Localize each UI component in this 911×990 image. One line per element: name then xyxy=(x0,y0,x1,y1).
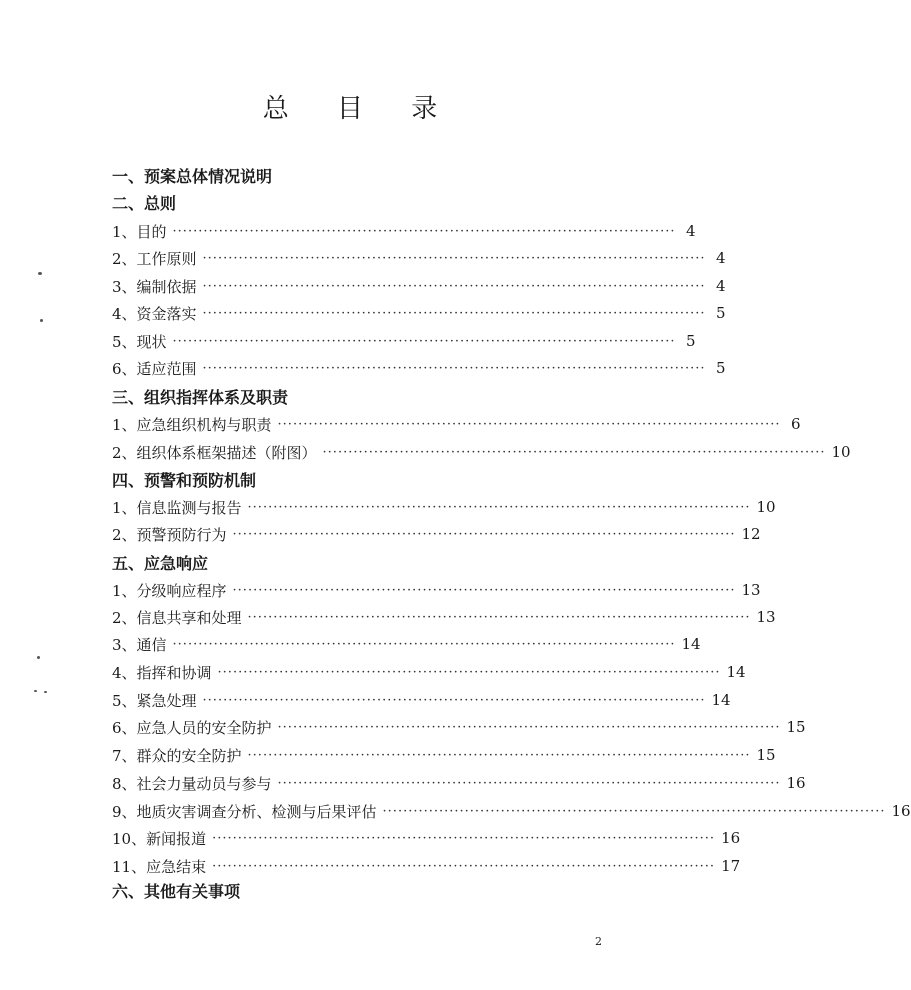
toc-leader-dots: ·································································································· xyxy=(232,526,736,542)
toc-entry-label: 11、应急结束 xyxy=(112,857,207,876)
toc-entry xyxy=(112,494,776,520)
toc-leader-dots: ·································································································· xyxy=(172,333,676,349)
scan-speck xyxy=(34,690,37,692)
toc-leader-dots: ·································································································· xyxy=(277,775,781,791)
toc-leader-dots: ·································································································· xyxy=(247,747,751,763)
toc-entry-label: 8、社会力量动员与参与 xyxy=(112,774,272,793)
toc-entry xyxy=(112,825,741,851)
toc-entry-label: 6、应急人员的安全防护 xyxy=(112,718,272,737)
toc-page-number: 15 xyxy=(756,746,776,764)
toc-entry xyxy=(112,687,731,713)
toc-page-number: 16 xyxy=(721,829,741,847)
toc-leader-dots: ·································································································· xyxy=(232,582,736,598)
toc-page-number: 13 xyxy=(741,581,761,599)
toc-entry-label: 2、信息共享和处理 xyxy=(112,608,242,627)
scan-speck xyxy=(40,319,43,322)
toc-entry xyxy=(112,521,761,547)
toc-leader-dots: ·································································································· xyxy=(277,719,781,735)
scan-speck xyxy=(37,656,40,659)
toc-leader-dots: ·································································································· xyxy=(172,636,676,652)
toc-entry-label: 五、应急响应 xyxy=(112,553,209,573)
toc-page-number: 5 xyxy=(715,304,726,322)
toc-section-heading xyxy=(112,549,596,575)
toc-entry-label: 7、群众的安全防护 xyxy=(112,746,242,765)
toc-leader-dots: ·································································································· xyxy=(172,223,676,239)
toc-entry xyxy=(112,853,741,879)
toc-entry xyxy=(112,300,726,326)
toc-entry xyxy=(112,411,801,437)
toc-entry xyxy=(112,604,776,630)
toc-entry-label: 3、通信 xyxy=(112,635,167,654)
toc-entry xyxy=(112,742,776,768)
toc-leader-dots: ·································································································· xyxy=(277,416,781,432)
toc-page-number: 13 xyxy=(756,608,776,626)
toc-leader-dots: ·································································································· xyxy=(382,803,886,819)
toc-entry-label: 4、资金落实 xyxy=(112,304,197,323)
toc-entry-label: 2、组织体系框架描述（附图） xyxy=(112,443,317,462)
toc-entry-label: 2、预警预防行为 xyxy=(112,525,227,544)
toc-page-number: 14 xyxy=(681,635,701,653)
toc-page-number: 17 xyxy=(721,857,741,875)
toc-page-number: 12 xyxy=(741,525,761,543)
toc-section-heading xyxy=(112,189,596,215)
toc-entry xyxy=(112,273,726,299)
toc-entry xyxy=(112,245,726,271)
toc-section-heading xyxy=(112,466,596,492)
toc-leader-dots: ·································································································· xyxy=(202,692,706,708)
toc-entry-label: 二、总则 xyxy=(112,193,177,213)
toc-leader-dots: ·································································································· xyxy=(212,858,716,874)
toc-leader-dots: ·································································································· xyxy=(247,499,751,515)
toc-leader-dots: ·································································································· xyxy=(202,360,706,376)
scan-speck xyxy=(44,691,47,693)
toc-entry xyxy=(112,218,696,244)
toc-entry-label: 10、新闻报道 xyxy=(112,829,207,848)
toc-page-number: 10 xyxy=(831,443,851,461)
toc-leader-dots: ·································································································· xyxy=(202,305,706,321)
page-title: 总 目 录 xyxy=(262,94,458,124)
toc-entry-label: 六、其他有关事项 xyxy=(112,881,241,901)
toc-entry xyxy=(112,798,911,824)
toc-page-number: 16 xyxy=(786,774,806,792)
toc-entry xyxy=(112,577,761,603)
toc-page-number: 16 xyxy=(891,802,911,820)
toc-entry xyxy=(112,631,701,657)
toc-entry-label: 9、地质灾害调查分析、检测与后果评估 xyxy=(112,802,377,821)
toc-leader-dots: ·································································································· xyxy=(202,250,706,266)
toc-entry-label: 1、分级响应程序 xyxy=(112,581,227,600)
toc-entry-label: 一、预案总体情况说明 xyxy=(112,166,273,186)
toc-leader-dots: ·································································································· xyxy=(247,609,751,625)
toc-page-number: 5 xyxy=(685,332,696,350)
toc-page-number: 15 xyxy=(786,718,806,736)
toc-page-number: 6 xyxy=(790,415,801,433)
toc-leader-dots: ·································································································· xyxy=(217,664,721,680)
toc-entry xyxy=(112,328,696,354)
toc-entry xyxy=(112,770,806,796)
toc-entry-label: 5、现状 xyxy=(112,332,167,351)
toc-entry xyxy=(112,439,851,465)
toc-entry-label: 1、目的 xyxy=(112,222,167,241)
toc-leader-dots: ·································································································· xyxy=(322,444,826,460)
toc-entry xyxy=(112,355,726,381)
toc-entry xyxy=(112,714,806,740)
toc-section-heading xyxy=(112,162,596,188)
toc-entry-label: 四、预警和预防机制 xyxy=(112,470,257,490)
toc-leader-dots: ·································································································· xyxy=(202,278,706,294)
toc-entry-label: 1、应急组织机构与职责 xyxy=(112,415,272,434)
toc-entry-label: 5、紧急处理 xyxy=(112,691,197,710)
toc-entry xyxy=(112,659,746,685)
toc-page-number: 5 xyxy=(715,359,726,377)
toc-leader-dots: ·································································································· xyxy=(212,830,716,846)
toc-entry-label: 6、适应范围 xyxy=(112,359,197,378)
toc-page-number: 10 xyxy=(756,498,776,516)
toc-entry-label: 4、指挥和协调 xyxy=(112,663,212,682)
toc-entry-label: 2、工作原则 xyxy=(112,249,197,268)
toc-page-number: 14 xyxy=(711,691,731,709)
toc-page-number: 4 xyxy=(715,249,726,267)
toc-section-heading xyxy=(112,877,596,903)
toc-page-number: 14 xyxy=(726,663,746,681)
scan-speck xyxy=(38,272,42,275)
toc-entry-label: 三、组织指挥体系及职责 xyxy=(112,387,289,407)
toc-page-number: 4 xyxy=(685,222,696,240)
toc-page-number: 4 xyxy=(715,277,726,295)
page-number-footer: 2 xyxy=(595,935,602,948)
toc-entry-label: 1、信息监测与报告 xyxy=(112,498,242,517)
toc-entry-label: 3、编制依据 xyxy=(112,277,197,296)
toc-section-heading xyxy=(112,383,596,409)
